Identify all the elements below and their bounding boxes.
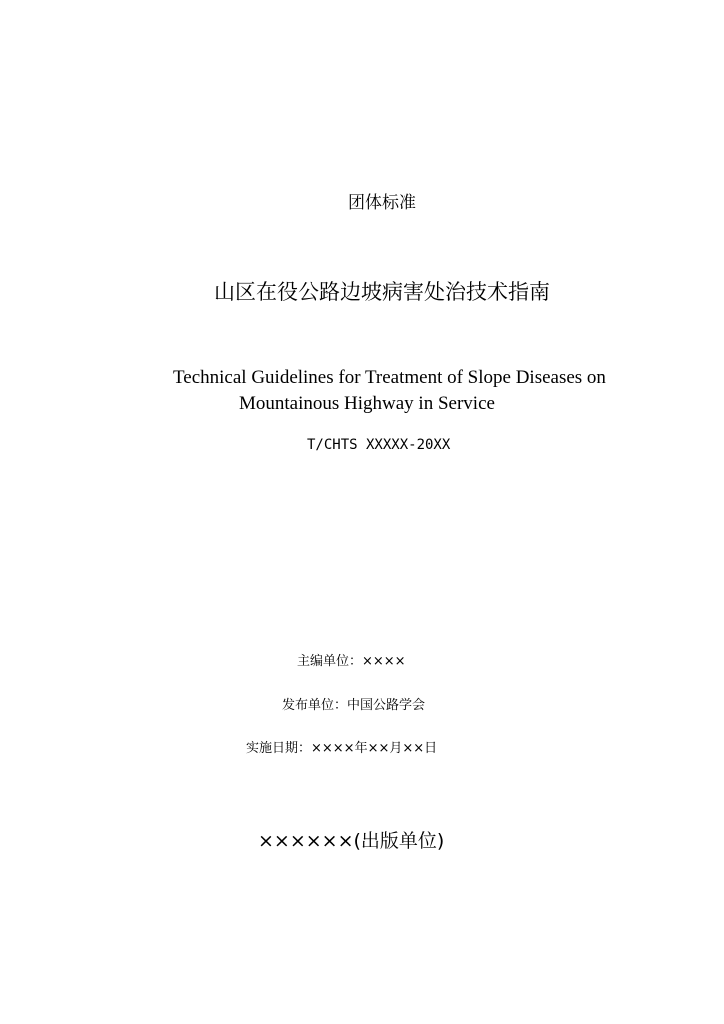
- publishing-unit: 发布单位：中国公路学会: [282, 698, 426, 713]
- press-name: ××××××(出版单位): [258, 830, 445, 852]
- document-title-english-line-1: Technical Guidelines for Treatment of Slope Diseases on: [173, 367, 606, 388]
- document-title-chinese: 山区在役公路边坡病害处治技术指南: [214, 280, 550, 304]
- standard-code: T/CHTS XXXXX-20XX: [307, 437, 451, 453]
- effective-date: 实施日期：××××年××月××日: [246, 741, 438, 756]
- document-title-english-line-2: Mountainous Highway in Service: [239, 393, 495, 414]
- chief-editor-unit: 主编单位：××××: [297, 654, 406, 669]
- standard-category: 团体标准: [348, 193, 416, 213]
